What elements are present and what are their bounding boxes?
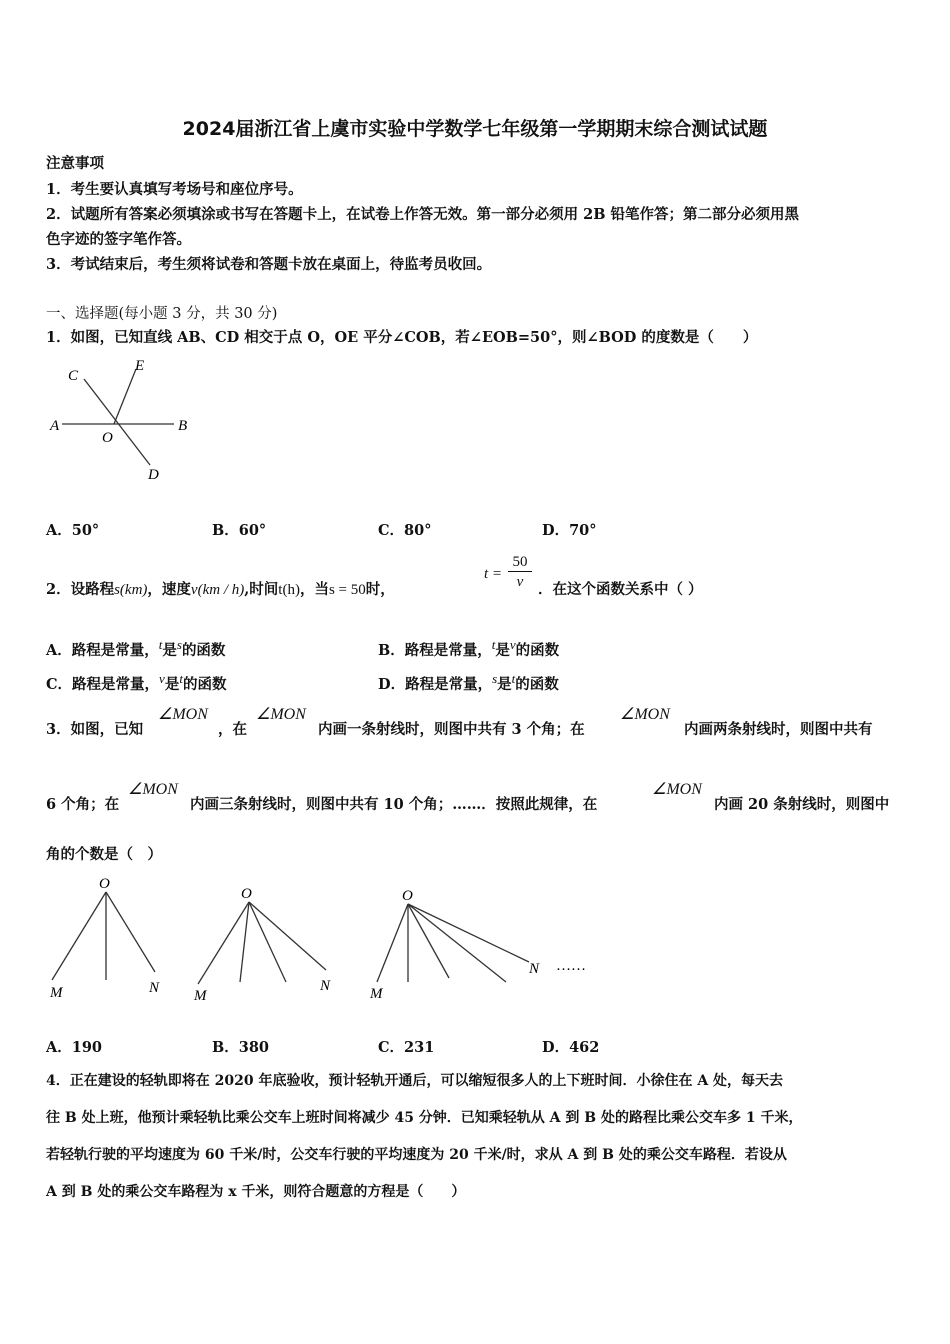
q3-line2-b: 内画三条射线时，则图中共有 10 个角；……．按照此规律，在 [190, 796, 598, 813]
q2-stem [46, 578, 395, 599]
q2-option-b [378, 637, 559, 660]
page-title: 2024届浙江省上虞市实验中学数学七年级第一学期期末综合测试试题 [182, 118, 768, 140]
notice-item-3: 3．考试结束后，考生须将试卷和答题卡放在桌面上，待监考员收回。 [46, 256, 492, 273]
q1-label-e: E [135, 358, 145, 374]
q3-angle-2: ∠MON [256, 706, 306, 723]
q1-option-b: B．60° [212, 522, 267, 539]
q3-f2-o: O [241, 886, 252, 902]
q3-figure-2 [193, 886, 331, 1004]
q2-text-4: ，当 [299, 581, 329, 598]
q3-figure-1 [49, 876, 160, 1001]
q3-f2-n: N [320, 978, 331, 994]
q2-t-h: t(h) [278, 582, 300, 598]
q3-ellipsis: …… [556, 958, 586, 974]
q2-s-eq: s = 50 [328, 582, 366, 598]
q3-f2-m: M [194, 988, 207, 1004]
q2-b-v2: v [509, 637, 516, 652]
q3-line1-a: 3．如图，已知 [46, 721, 144, 738]
q3-angle-3: ∠MON [620, 706, 670, 723]
q2-b-post: 的函数 [515, 641, 560, 659]
q2-c-v2: t [179, 671, 183, 686]
q2-v-kmh: v(km / h) [190, 582, 245, 598]
notice-item-2: 2．试题所有答案必须填涂或书写在答题卡上，在试卷上作答无效。第一部分必须用 2B 铅笔作答；第二部分必须用黑 [46, 206, 800, 223]
q2-c-v1: v [159, 671, 165, 686]
q3-line2-c: 内画 20 条射线时，则图中 [714, 796, 890, 813]
q1-option-d: D．70° [542, 522, 597, 539]
q2-d-pre: D．路程是常量， [378, 675, 493, 693]
q4-line-3: 若轻轨行驶的平均速度为 60 千米/时，公交车行驶的平均速度为 20 千米/时，求从 A 到 B 处的乘公交车路程．若设从 [46, 1147, 787, 1163]
q2-a-v2: s [176, 637, 182, 652]
q2-a-pre: A．路程是常量， [46, 641, 159, 659]
q3-option-a: A．190 [46, 1039, 103, 1056]
q2-a-v1: t [158, 637, 163, 652]
q2-option-a [46, 637, 225, 660]
q2-text-5: 时， [365, 581, 395, 598]
q1-option-c: C．80° [378, 522, 432, 539]
q3-option-d: D．462 [542, 1039, 600, 1056]
q2-b-pre: B．路程是常量， [378, 641, 492, 659]
q2-t-lhs: t = [484, 566, 503, 582]
notice-item-1: 1．考生要认真填写考场号和座位序号。 [46, 181, 303, 198]
q3-line1-b: ，在 [218, 721, 247, 738]
q2-a-mid: 是 [162, 641, 177, 659]
notice-heading: 注意事项 [46, 155, 104, 172]
q2-frac-num: 50 [508, 553, 532, 572]
q2-s-km: s(km) [114, 582, 148, 598]
q4-line-2: 往 B 处上班，他预计乘轻轨比乘公交车上班时间将减少 45 分钟．已知乘轻轨从 A 到 B 处的路程比乘公交车多 1 千米， [46, 1110, 803, 1126]
q1-stem: 1．如图，已知直线 AB、CD 相交于点 O，OE 平分∠COB，若∠EOB=50°，则∠BOD 的度数是（ ） [46, 329, 758, 346]
q2-b-mid: 是 [495, 641, 510, 659]
q1-figure [44, 352, 204, 487]
q2-c-mid: 是 [164, 675, 180, 693]
q4-line-4: A 到 B 处的乘公交车路程为 x 千米，则符合题意的方程是（ ） [46, 1184, 466, 1200]
q2-d-v2: t [511, 671, 516, 686]
section-heading: 一、选择题(每小题 3 分，共 30 分) [46, 306, 278, 322]
q3-f1-o: O [99, 876, 110, 892]
q3-option-c: C．231 [378, 1039, 435, 1056]
q1-label-d: D [148, 467, 159, 483]
q2-frac-den: v [516, 574, 524, 590]
q2-a-post: 的函数 [181, 641, 226, 659]
q3-figures [44, 872, 614, 1007]
q2-stem-end: ．在这个函数关系中（ ） [538, 581, 703, 598]
q1-label-a: A [50, 418, 60, 434]
q3-f3-n: N [529, 961, 540, 977]
q1-label-o: O [102, 430, 113, 446]
q1-option-a: A．50° [46, 522, 100, 539]
q3-line2-a: 6 个角；在 [46, 796, 120, 813]
q3-line1-c: 内画一条射线时，则图中共有 3 个角；在 [318, 721, 585, 738]
q2-text-1: 2．设路程 [46, 581, 115, 598]
q2-d-post: 的函数 [515, 675, 559, 693]
q4-line-1: 4．正在建设的轻轨即将在 2020 年底验收，预计轻轨开通后，可以缩短很多人的上下班时间．小徐住在 A 处，每天去 [46, 1073, 784, 1089]
q3-angle-1: ∠MON [158, 706, 208, 723]
notice-item-2-cont: 色字迹的签字笔作答。 [46, 231, 191, 248]
q3-f3-m: M [370, 986, 383, 1002]
q1-label-c: C [68, 368, 79, 384]
q2-b-v1: t [491, 637, 496, 652]
q2-c-pre: C．路程是常量， [46, 675, 160, 693]
q3-f1-n: N [149, 980, 160, 996]
q2-d-mid: 是 [497, 675, 512, 693]
q2-d-v1: s [492, 671, 498, 686]
q3-line3: 角的个数是（ ） [46, 846, 162, 863]
q2-text-2: ，速度 [147, 581, 191, 598]
q2-c-post: 的函数 [182, 675, 227, 693]
q3-line1-d: 内画两条射线时，则图中共有 [684, 721, 873, 738]
q3-f1-m: M [50, 985, 63, 1001]
q2-fraction [508, 553, 532, 592]
q3-f3-o: O [402, 888, 413, 904]
q1-label-b: B [178, 418, 188, 434]
q3-angle-5: ∠MON [652, 781, 702, 798]
q2-option-d [378, 671, 559, 694]
q2-option-c [46, 671, 226, 694]
q2-text-3: ,时间 [244, 581, 279, 598]
q3-option-b: B．380 [212, 1039, 270, 1056]
q3-figure-3 [369, 888, 586, 1002]
q3-angle-4: ∠MON [128, 781, 178, 798]
